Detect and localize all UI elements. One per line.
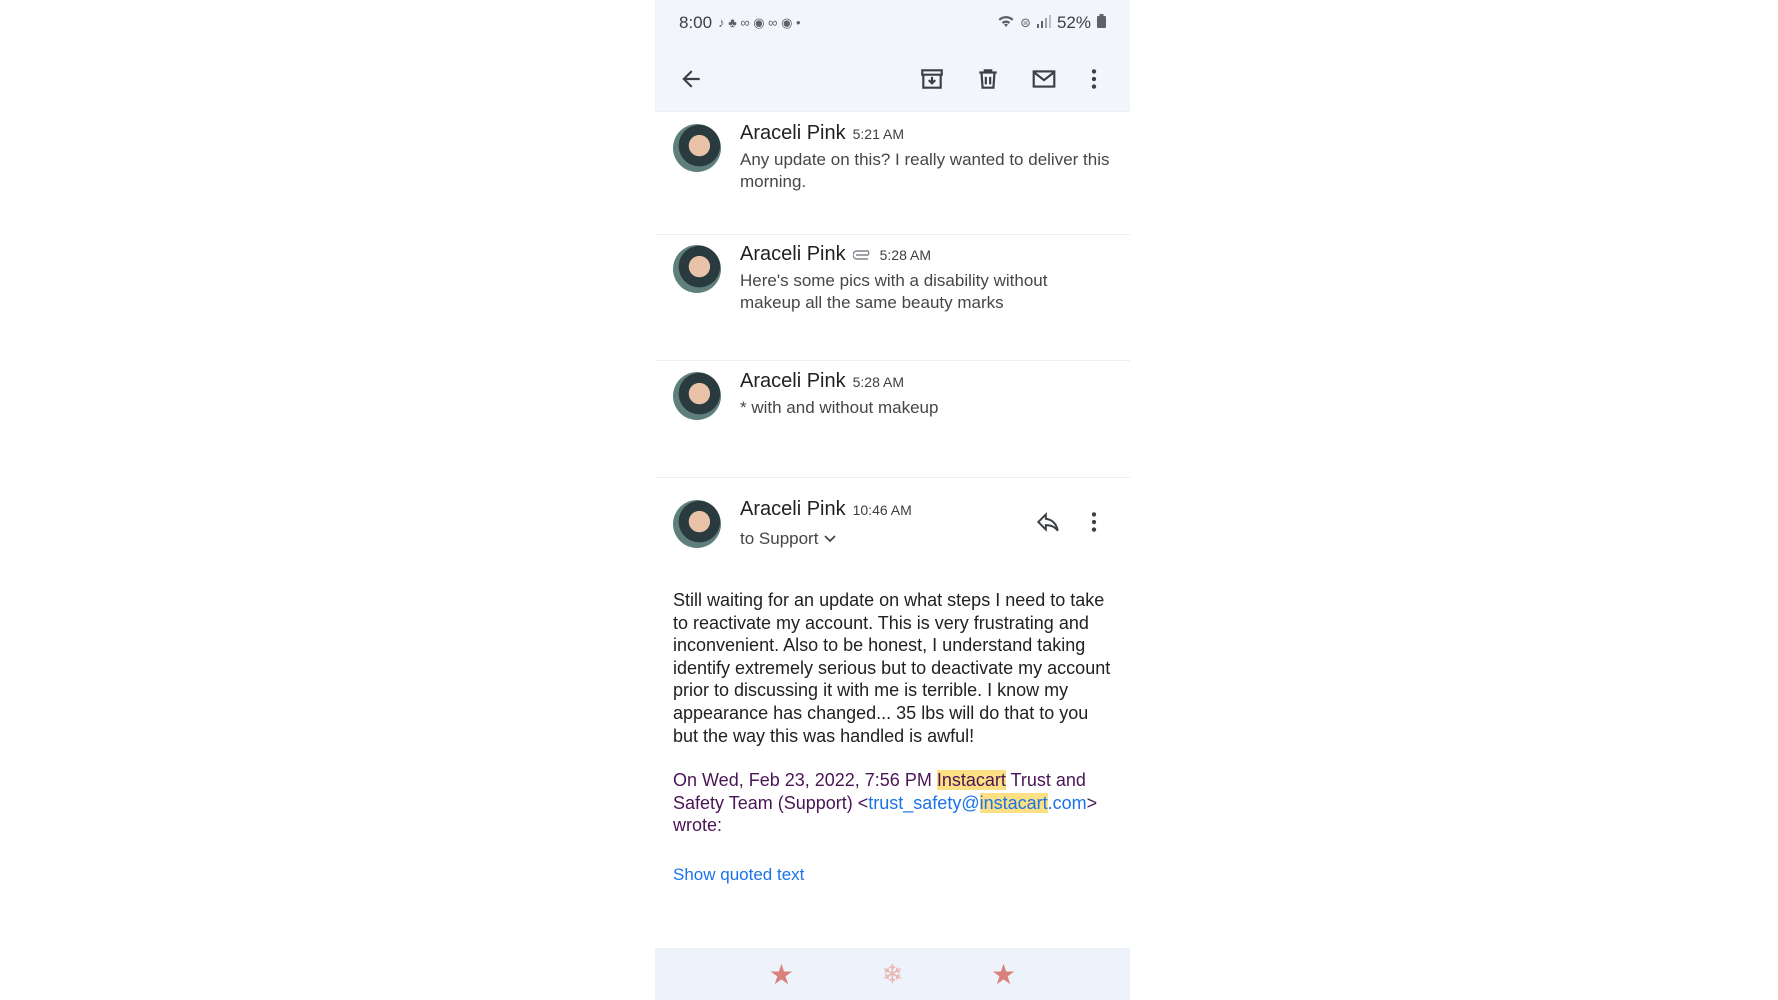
phone-screen [655,0,1130,1000]
search-highlight: Instacart [936,770,1006,791]
message-time: 10:46 AM [852,502,912,518]
sender-name: Araceli Pink [740,370,846,392]
sender-name: Araceli Pink [740,498,846,520]
avatar[interactable] [673,245,721,293]
search-highlight: instacart [979,792,1048,813]
email-domain-suffix: .com [1047,792,1087,813]
archive-button[interactable] [912,59,952,99]
back-arrow-icon [678,66,704,92]
status-bar [655,0,1130,46]
quote-attribution [673,769,1112,837]
battery-level: 52% [1056,13,1091,32]
thread-message[interactable] [655,122,1130,235]
message-time: 5:28 AM [852,374,904,390]
signal-icon [1037,15,1051,31]
status-time: 8:00 [679,13,713,32]
data-saver-icon: ⊜ [1020,15,1031,30]
email-user: trust_safety@ [868,792,980,813]
chevron-down-icon [824,535,836,543]
avatar[interactable] [673,372,721,420]
more-vert-icon [1081,509,1107,535]
message-more-button[interactable] [1076,504,1112,540]
recipients-toggle[interactable] [740,529,1030,549]
message-snippet: Here's some pics with a disability without makeup all the same beauty marks [740,271,1048,312]
recipient-label: to Support [740,529,819,548]
reply-button[interactable] [1030,504,1066,540]
battery-icon [1097,13,1106,33]
star-icon: ★ [991,958,1017,990]
message-time: 5:21 AM [852,126,904,142]
attachment-icon [853,247,873,263]
notification-icons: ♪ ♣ ∞ ◉ ∞ ◉ • [718,15,801,30]
thread-message[interactable] [655,243,1130,361]
message-time: 5:28 AM [879,247,931,263]
mark-unread-button[interactable] [1024,59,1064,99]
delete-button[interactable] [968,59,1008,99]
quote-prefix: On Wed, Feb 23, 2022, 7:56 PM [673,770,937,791]
expanded-message [655,488,1130,885]
snowflake-icon: ❄ [881,958,904,989]
message-body: Still waiting for an update on what steps I need to take to reactivate my account. This is very frustrating and inconvenient. Also to be honest, I understand taking identify extremely serious but to deactivate my account prior to discussing it with me is terrible. I know my appearance has changed... 35 lbs will do that to you but the way this was handled is awful! [673,590,1111,746]
reply-icon [1035,509,1061,535]
message-snippet: * with and without makeup [740,398,939,417]
quote-suffix: > wrote: [673,792,1098,836]
wifi-icon [998,15,1014,31]
back-button[interactable] [671,59,711,99]
avatar[interactable] [673,124,721,172]
sender-name: Araceli Pink [740,122,846,144]
archive-icon [919,66,945,92]
thread-message[interactable] [655,370,1130,478]
email-link[interactable] [868,793,1086,813]
avatar[interactable] [673,500,721,548]
message-snippet: Any update on this? I really wanted to deliver this morning. [740,150,1110,191]
bottom-decoration-bar [655,948,1130,1000]
star-icon: ★ [768,958,794,990]
app-bar [655,46,1130,112]
mail-icon [1031,66,1057,92]
quote-middle: Trust and Safety Team (Support) < [673,770,1086,813]
show-quoted-text-link[interactable]: Show quoted text [673,864,805,884]
more-options-button[interactable] [1074,59,1114,99]
sender-name: Araceli Pink [740,243,846,265]
more-vert-icon [1081,66,1107,92]
trash-icon [975,66,1001,92]
